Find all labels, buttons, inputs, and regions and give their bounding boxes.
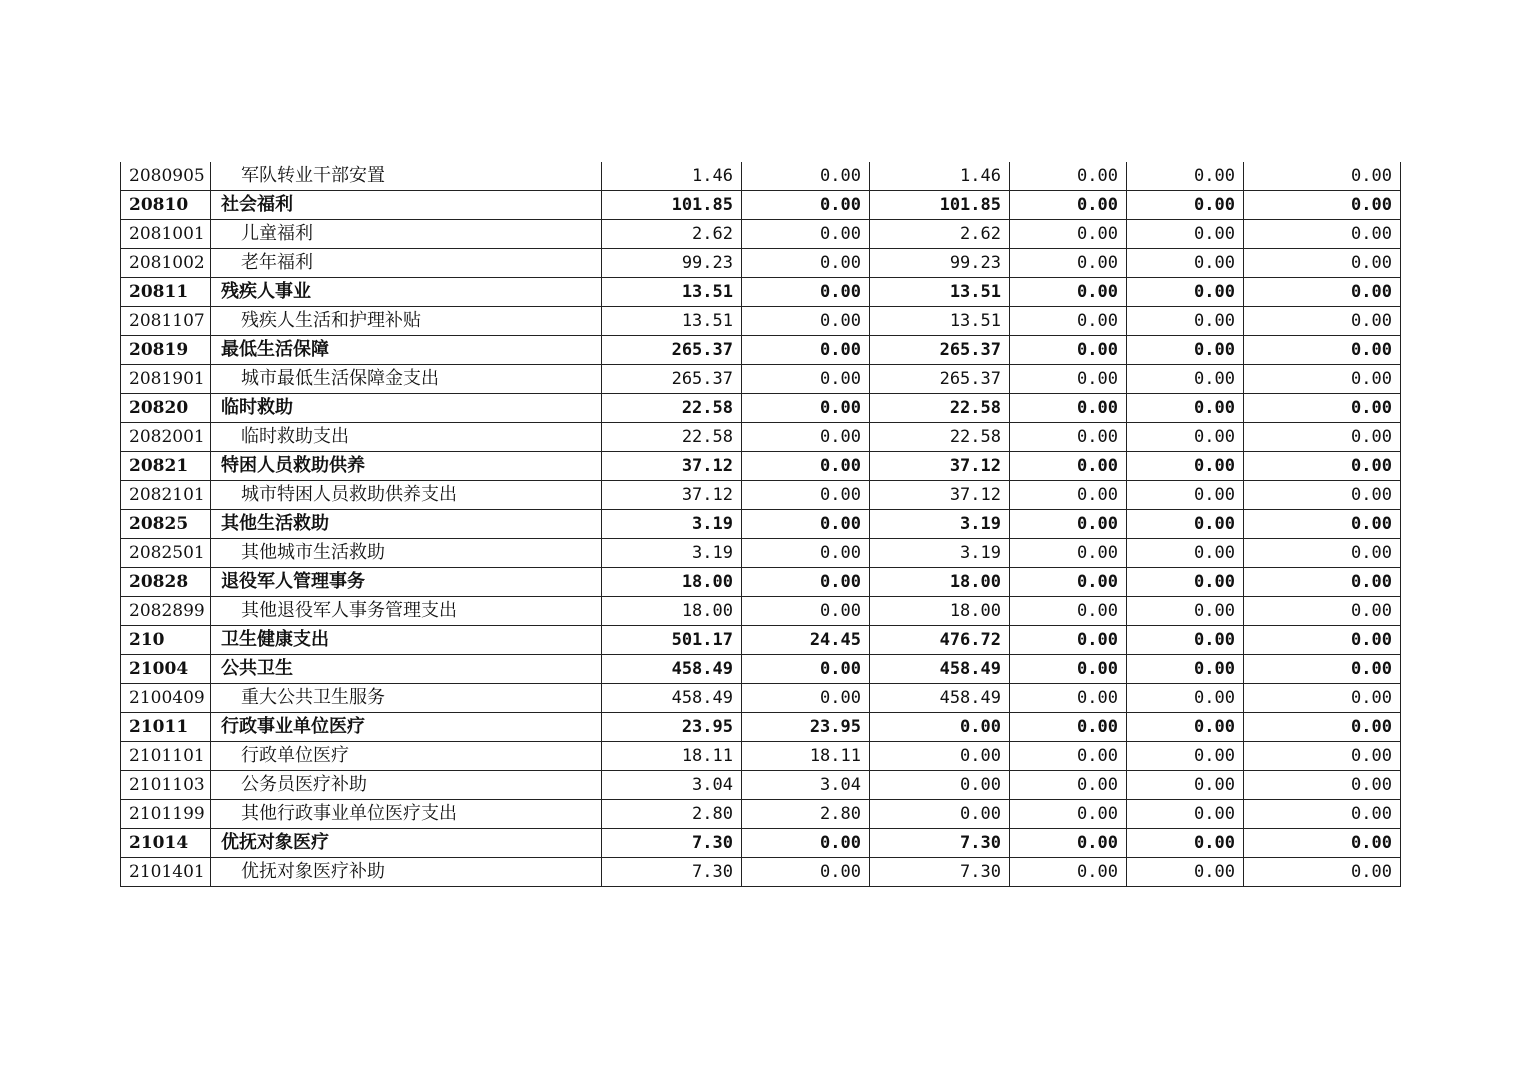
amount-cell: 24.45: [742, 626, 870, 655]
amount-cell: 0.00: [742, 539, 870, 568]
subject-code-cell: 20820: [121, 394, 211, 423]
subject-code-cell: 21011: [121, 713, 211, 742]
amount-cell: 0.00: [742, 423, 870, 452]
amount-cell: 0.00: [742, 510, 870, 539]
amount-cell: 0.00: [1244, 684, 1401, 713]
amount-cell: 0.00: [1010, 307, 1127, 336]
table-body: [121, 162, 1401, 887]
amount-cell: 0.00: [1244, 278, 1401, 307]
amount-cell: 0.00: [1244, 191, 1401, 220]
amount-cell: 0.00: [870, 742, 1010, 771]
subject-code-cell: 20825: [121, 510, 211, 539]
amount-cell: 0.00: [1244, 307, 1401, 336]
amount-cell: 0.00: [1127, 510, 1244, 539]
amount-cell: 0.00: [1127, 597, 1244, 626]
amount-cell: 265.37: [602, 365, 742, 394]
amount-cell: 3.04: [742, 771, 870, 800]
amount-cell: 0.00: [1127, 655, 1244, 684]
table-row: [121, 684, 1401, 713]
table-row: [121, 249, 1401, 278]
amount-cell: 0.00: [1010, 626, 1127, 655]
amount-cell: 0.00: [1010, 742, 1127, 771]
amount-cell: 0.00: [742, 249, 870, 278]
amount-cell: 0.00: [1244, 481, 1401, 510]
table-row: [121, 626, 1401, 655]
amount-cell: 22.58: [870, 394, 1010, 423]
amount-cell: 0.00: [1010, 249, 1127, 278]
amount-cell: 18.11: [742, 742, 870, 771]
amount-cell: 0.00: [1010, 829, 1127, 858]
amount-cell: 0.00: [1244, 858, 1401, 887]
amount-cell: 2.80: [602, 800, 742, 829]
table-row: [121, 191, 1401, 220]
amount-cell: 99.23: [602, 249, 742, 278]
subject-name-cell: 公务员医疗补助: [211, 771, 602, 800]
amount-cell: 0.00: [1010, 278, 1127, 307]
subject-code-cell: 20828: [121, 568, 211, 597]
subject-code-cell: 2101199: [121, 800, 211, 829]
amount-cell: 0.00: [1127, 481, 1244, 510]
subject-code-cell: 210: [121, 626, 211, 655]
amount-cell: 0.00: [1127, 452, 1244, 481]
amount-cell: 37.12: [870, 481, 1010, 510]
amount-cell: 0.00: [742, 307, 870, 336]
amount-cell: 0.00: [1244, 568, 1401, 597]
amount-cell: 0.00: [1244, 626, 1401, 655]
subject-code-cell: 2100409: [121, 684, 211, 713]
amount-cell: 0.00: [1244, 771, 1401, 800]
amount-cell: 13.51: [870, 278, 1010, 307]
amount-cell: 0.00: [1010, 336, 1127, 365]
amount-cell: 0.00: [1244, 742, 1401, 771]
amount-cell: 265.37: [870, 336, 1010, 365]
amount-cell: 458.49: [602, 684, 742, 713]
amount-cell: 0.00: [742, 684, 870, 713]
subject-code-cell: 2082899: [121, 597, 211, 626]
subject-code-cell: 20811: [121, 278, 211, 307]
amount-cell: 0.00: [1127, 365, 1244, 394]
budget-table: [120, 162, 1401, 887]
table-row: [121, 307, 1401, 336]
amount-cell: 0.00: [1244, 510, 1401, 539]
amount-cell: 0.00: [742, 162, 870, 191]
amount-cell: 0.00: [1127, 162, 1244, 191]
amount-cell: 0.00: [1010, 423, 1127, 452]
subject-code-cell: 2082001: [121, 423, 211, 452]
amount-cell: 3.19: [870, 539, 1010, 568]
subject-name-cell: 军队转业干部安置: [211, 162, 602, 191]
amount-cell: 0.00: [742, 568, 870, 597]
amount-cell: 0.00: [1244, 597, 1401, 626]
amount-cell: 0.00: [1244, 220, 1401, 249]
amount-cell: 3.04: [602, 771, 742, 800]
subject-code-cell: 21014: [121, 829, 211, 858]
amount-cell: 0.00: [742, 597, 870, 626]
subject-name-cell: 残疾人事业: [211, 278, 602, 307]
amount-cell: 0.00: [1244, 800, 1401, 829]
amount-cell: 0.00: [742, 191, 870, 220]
subject-code-cell: 20810: [121, 191, 211, 220]
table-row: [121, 336, 1401, 365]
subject-name-cell: 儿童福利: [211, 220, 602, 249]
subject-name-cell: 老年福利: [211, 249, 602, 278]
subject-name-cell: 其他行政事业单位医疗支出: [211, 800, 602, 829]
subject-name-cell: 其他城市生活救助: [211, 539, 602, 568]
subject-code-cell: 2080905: [121, 162, 211, 191]
amount-cell: 7.30: [602, 829, 742, 858]
amount-cell: 0.00: [742, 365, 870, 394]
subject-code-cell: 20819: [121, 336, 211, 365]
amount-cell: 0.00: [1244, 365, 1401, 394]
table-row: [121, 452, 1401, 481]
amount-cell: 458.49: [870, 684, 1010, 713]
amount-cell: 0.00: [1127, 539, 1244, 568]
amount-cell: 0.00: [742, 481, 870, 510]
subject-code-cell: 2101101: [121, 742, 211, 771]
amount-cell: 13.51: [602, 278, 742, 307]
table-row: [121, 510, 1401, 539]
amount-cell: 7.30: [870, 829, 1010, 858]
table-row: [121, 771, 1401, 800]
amount-cell: 0.00: [1010, 858, 1127, 887]
amount-cell: 37.12: [602, 481, 742, 510]
amount-cell: 18.00: [870, 597, 1010, 626]
subject-code-cell: 2081002: [121, 249, 211, 278]
amount-cell: 0.00: [742, 858, 870, 887]
subject-code-cell: 2101401: [121, 858, 211, 887]
subject-name-cell: 退役军人管理事务: [211, 568, 602, 597]
amount-cell: 18.00: [602, 597, 742, 626]
table-row: [121, 162, 1401, 191]
subject-code-cell: 2081901: [121, 365, 211, 394]
amount-cell: 18.00: [870, 568, 1010, 597]
table-row: [121, 829, 1401, 858]
subject-name-cell: 其他退役军人事务管理支出: [211, 597, 602, 626]
amount-cell: 101.85: [870, 191, 1010, 220]
amount-cell: 0.00: [1127, 800, 1244, 829]
amount-cell: 18.00: [602, 568, 742, 597]
amount-cell: 0.00: [870, 771, 1010, 800]
amount-cell: 476.72: [870, 626, 1010, 655]
amount-cell: 0.00: [1127, 713, 1244, 742]
table-row: [121, 858, 1401, 887]
amount-cell: 0.00: [1244, 394, 1401, 423]
subject-name-cell: 行政事业单位医疗: [211, 713, 602, 742]
amount-cell: 0.00: [1244, 423, 1401, 452]
amount-cell: 99.23: [870, 249, 1010, 278]
amount-cell: 3.19: [870, 510, 1010, 539]
amount-cell: 0.00: [870, 800, 1010, 829]
amount-cell: 0.00: [742, 655, 870, 684]
subject-name-cell: 公共卫生: [211, 655, 602, 684]
amount-cell: 0.00: [1244, 829, 1401, 858]
amount-cell: 0.00: [1010, 162, 1127, 191]
amount-cell: 7.30: [602, 858, 742, 887]
table-row: [121, 278, 1401, 307]
amount-cell: 0.00: [1010, 800, 1127, 829]
table-row: [121, 365, 1401, 394]
amount-cell: 458.49: [870, 655, 1010, 684]
amount-cell: 0.00: [1010, 713, 1127, 742]
table-row: [121, 394, 1401, 423]
subject-name-cell: 城市特困人员救助供养支出: [211, 481, 602, 510]
amount-cell: 22.58: [602, 423, 742, 452]
amount-cell: 0.00: [1244, 452, 1401, 481]
amount-cell: 0.00: [1127, 336, 1244, 365]
amount-cell: 0.00: [1244, 336, 1401, 365]
table-row: [121, 220, 1401, 249]
amount-cell: 13.51: [602, 307, 742, 336]
subject-name-cell: 社会福利: [211, 191, 602, 220]
amount-cell: 0.00: [870, 713, 1010, 742]
amount-cell: 0.00: [1010, 452, 1127, 481]
table-row: [121, 742, 1401, 771]
amount-cell: 0.00: [1127, 220, 1244, 249]
amount-cell: 0.00: [1127, 742, 1244, 771]
amount-cell: 1.46: [602, 162, 742, 191]
subject-code-cell: 2082501: [121, 539, 211, 568]
table-row: [121, 597, 1401, 626]
amount-cell: 37.12: [870, 452, 1010, 481]
subject-name-cell: 行政单位医疗: [211, 742, 602, 771]
amount-cell: 18.11: [602, 742, 742, 771]
subject-code-cell: 2081107: [121, 307, 211, 336]
amount-cell: 0.00: [1127, 684, 1244, 713]
amount-cell: 22.58: [870, 423, 1010, 452]
amount-cell: 23.95: [742, 713, 870, 742]
subject-code-cell: 2082101: [121, 481, 211, 510]
amount-cell: 0.00: [1127, 307, 1244, 336]
subject-code-cell: 20821: [121, 452, 211, 481]
amount-cell: 0.00: [1010, 510, 1127, 539]
amount-cell: 0.00: [1244, 249, 1401, 278]
subject-name-cell: 特困人员救助供养: [211, 452, 602, 481]
amount-cell: 1.46: [870, 162, 1010, 191]
amount-cell: 0.00: [1127, 626, 1244, 655]
amount-cell: 0.00: [1244, 713, 1401, 742]
amount-cell: 0.00: [1127, 423, 1244, 452]
amount-cell: 3.19: [602, 510, 742, 539]
amount-cell: 0.00: [1127, 249, 1244, 278]
amount-cell: 0.00: [1127, 394, 1244, 423]
subject-name-cell: 卫生健康支出: [211, 626, 602, 655]
amount-cell: 7.30: [870, 858, 1010, 887]
amount-cell: 101.85: [602, 191, 742, 220]
amount-cell: 0.00: [1010, 568, 1127, 597]
subject-name-cell: 优抚对象医疗补助: [211, 858, 602, 887]
amount-cell: 0.00: [1244, 655, 1401, 684]
subject-name-cell: 其他生活救助: [211, 510, 602, 539]
table-row: [121, 655, 1401, 684]
amount-cell: 0.00: [1010, 539, 1127, 568]
amount-cell: 22.58: [602, 394, 742, 423]
amount-cell: 0.00: [1010, 394, 1127, 423]
amount-cell: 0.00: [1010, 191, 1127, 220]
amount-cell: 0.00: [742, 336, 870, 365]
subject-code-cell: 21004: [121, 655, 211, 684]
amount-cell: 0.00: [1244, 539, 1401, 568]
amount-cell: 0.00: [742, 452, 870, 481]
amount-cell: 458.49: [602, 655, 742, 684]
amount-cell: 265.37: [870, 365, 1010, 394]
subject-code-cell: 2081001: [121, 220, 211, 249]
amount-cell: 2.62: [870, 220, 1010, 249]
amount-cell: 0.00: [742, 220, 870, 249]
amount-cell: 0.00: [1010, 771, 1127, 800]
amount-cell: 0.00: [1127, 568, 1244, 597]
amount-cell: 265.37: [602, 336, 742, 365]
amount-cell: 0.00: [1010, 655, 1127, 684]
amount-cell: 37.12: [602, 452, 742, 481]
amount-cell: 23.95: [602, 713, 742, 742]
subject-code-cell: 2101103: [121, 771, 211, 800]
table-row: [121, 800, 1401, 829]
amount-cell: 0.00: [1127, 278, 1244, 307]
amount-cell: 0.00: [742, 394, 870, 423]
amount-cell: 0.00: [742, 829, 870, 858]
subject-name-cell: 城市最低生活保障金支出: [211, 365, 602, 394]
amount-cell: 0.00: [1127, 829, 1244, 858]
amount-cell: 2.62: [602, 220, 742, 249]
subject-name-cell: 临时救助: [211, 394, 602, 423]
amount-cell: 0.00: [1244, 162, 1401, 191]
amount-cell: 0.00: [1010, 481, 1127, 510]
amount-cell: 0.00: [1127, 191, 1244, 220]
subject-name-cell: 重大公共卫生服务: [211, 684, 602, 713]
table-row: [121, 481, 1401, 510]
amount-cell: 2.80: [742, 800, 870, 829]
table-row: [121, 713, 1401, 742]
amount-cell: 0.00: [1127, 858, 1244, 887]
subject-name-cell: 优抚对象医疗: [211, 829, 602, 858]
table-row: [121, 568, 1401, 597]
amount-cell: 0.00: [1010, 684, 1127, 713]
amount-cell: 501.17: [602, 626, 742, 655]
amount-cell: 0.00: [742, 278, 870, 307]
amount-cell: 0.00: [1010, 220, 1127, 249]
amount-cell: 0.00: [1127, 771, 1244, 800]
subject-name-cell: 残疾人生活和护理补贴: [211, 307, 602, 336]
amount-cell: 0.00: [1010, 365, 1127, 394]
subject-name-cell: 最低生活保障: [211, 336, 602, 365]
amount-cell: 3.19: [602, 539, 742, 568]
table-row: [121, 539, 1401, 568]
amount-cell: 0.00: [1010, 597, 1127, 626]
table-row: [121, 423, 1401, 452]
subject-name-cell: 临时救助支出: [211, 423, 602, 452]
amount-cell: 13.51: [870, 307, 1010, 336]
